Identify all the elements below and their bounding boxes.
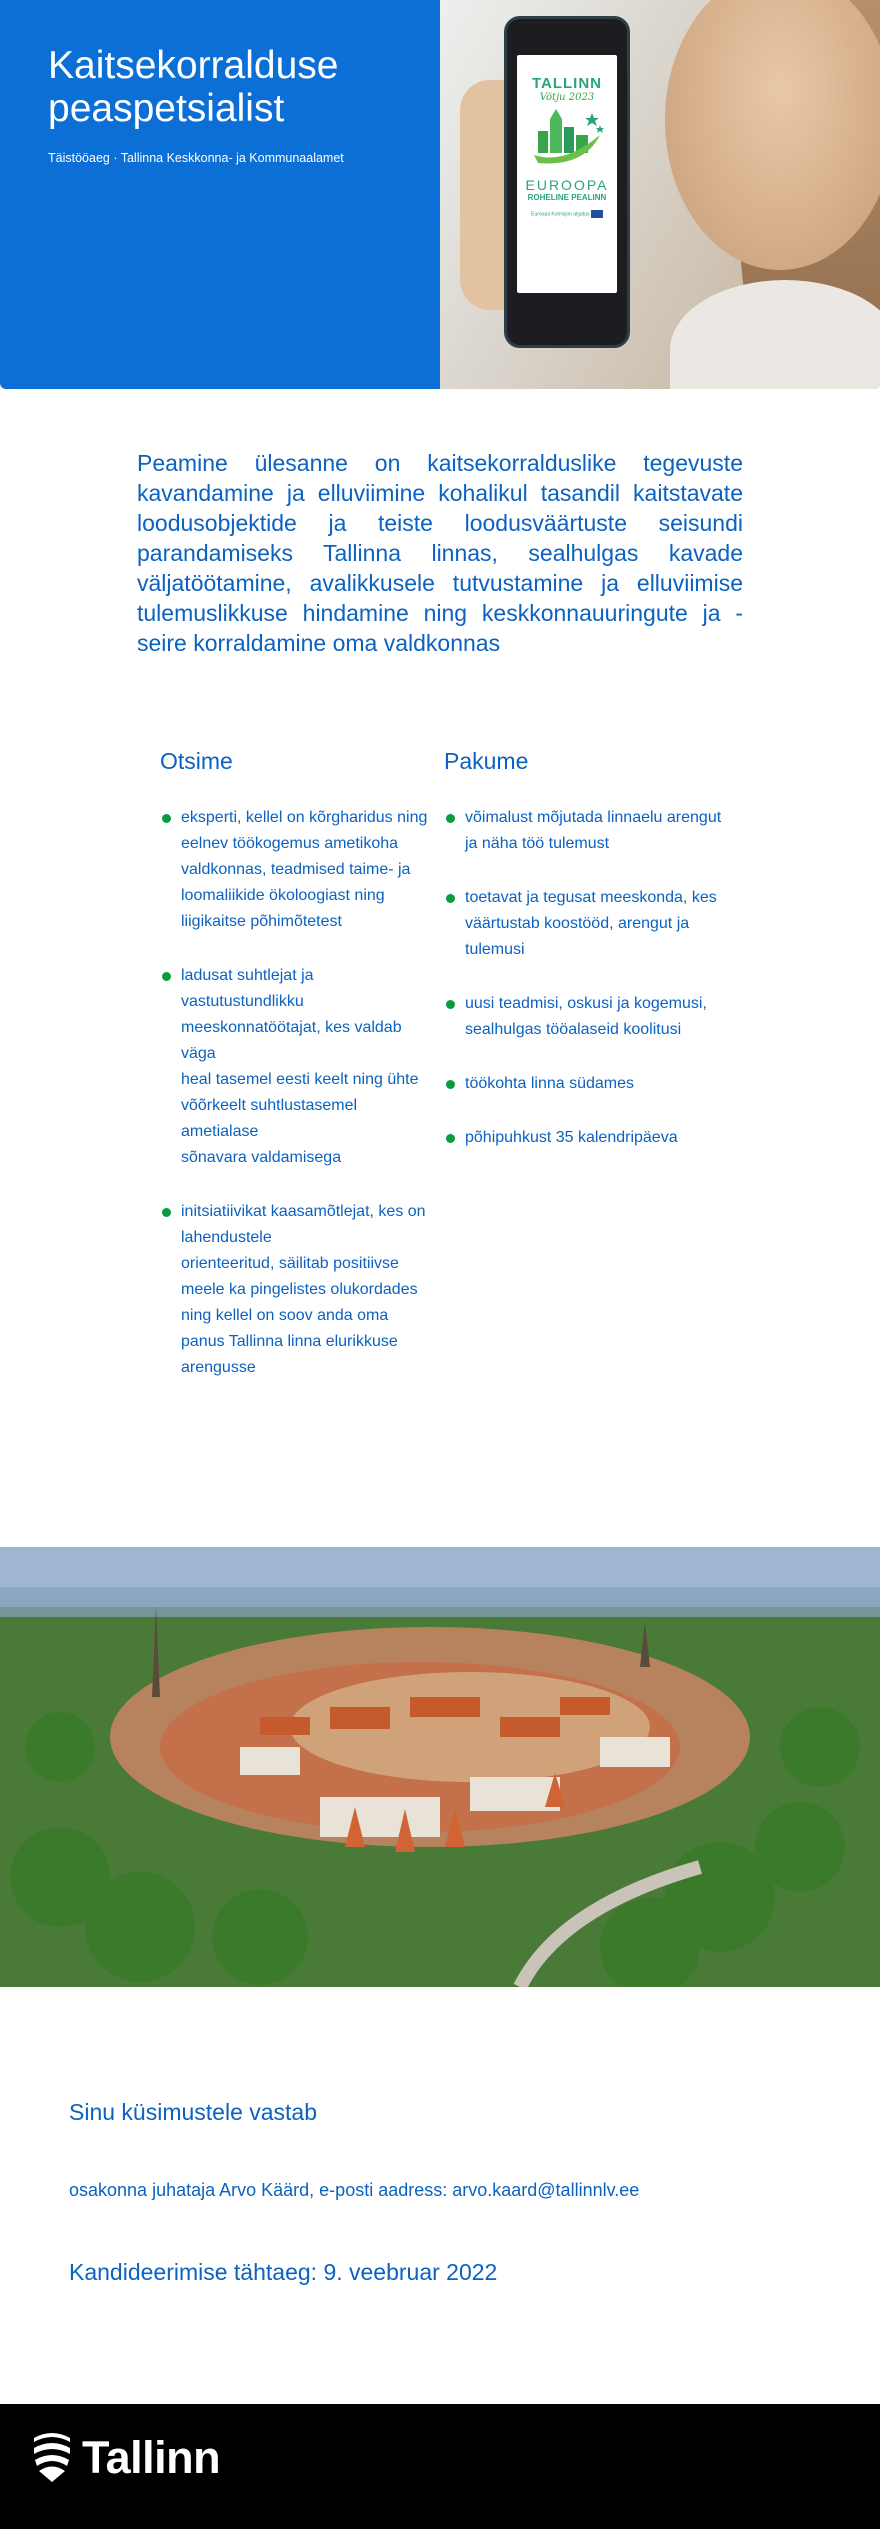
pakume-item: uusi teadmisi, oskusi ja kogemusi, sealhulgas tööalaseid koolitusi <box>444 991 734 1043</box>
green-capital-logo-icon <box>524 105 610 175</box>
otsime-title: Otsime <box>160 748 233 774</box>
pakume-item: põhipuhkust 35 kalendripäeva <box>444 1125 734 1151</box>
header-title-panel <box>0 0 440 389</box>
phone-city-text: TALLINN <box>531 75 603 92</box>
pakume-title: Pakume <box>444 748 529 774</box>
footer <box>0 2404 880 2529</box>
header-banner <box>0 0 880 389</box>
pakume-item: töökohta linna südames <box>444 1071 734 1097</box>
contact-title: Sinu küsimustele vastab <box>69 2099 318 2125</box>
photo-shoulder <box>670 280 880 389</box>
job-meta: Täistööaeg · Tallinna Keskkonna- ja Kommunaalamet <box>48 151 344 165</box>
photo-face <box>665 0 880 270</box>
pakume-list <box>444 805 734 1151</box>
header-photo-woman-with-phone <box>440 0 880 389</box>
pakume-item: toetavat ja tegusat meeskonda, kes väärtustab koostööd, arengut ja tulemusi <box>444 885 734 963</box>
phone-roheline-text: ROHELINE PEALINN <box>527 193 607 202</box>
application-deadline: Kandideerimise tähtaeg: 9. veebruar 2022 <box>69 2259 498 2285</box>
pakume-item: võimalust mõjutada linnaelu arengut ja näha töö tulemust <box>444 805 734 857</box>
phone-ec-text: Euroopa Komisjon algatus <box>531 211 590 218</box>
otsime-item: initsiatiivikat kaasamõtlejat, kes on lahendustele orienteeritud, säilitab positiivse meele ka pingelistes olukordades ning kellel on soov anda oma panus Tallinna linna elurikkuse arengusse <box>160 1199 430 1381</box>
eu-flag-icon <box>591 210 603 218</box>
pakume-section <box>444 748 734 1179</box>
aerial-illustration <box>0 1547 880 1987</box>
phone-mockup <box>504 16 630 348</box>
otsime-item: eksperti, kellel on kõrgharidus ning eelnev töökogemus ametikoha valdkonnas, teadmised taime- ja loomaliikide ökoloogiast ning liigikaitse põhimõtetest <box>160 805 430 935</box>
phone-euroopa-text: EUROOPA <box>525 177 609 193</box>
tallinn-shield-logo-icon <box>32 2430 72 2482</box>
otsime-list <box>160 805 430 1381</box>
otsime-section <box>160 748 430 1409</box>
contact-person-text: osakonna juhataja Arvo Käärd, e-posti aadress: arvo.kaard@tallinnlv.ee <box>69 2180 640 2200</box>
page-title: Kaitsekorralduse peaspetsialist <box>48 44 339 130</box>
intro-paragraph: Peamine ülesanne on kaitsekorralduslike tegevuste kavandamine ja elluviimine kohalikul tasandil kaitstavate loodusobjektide ja teiste loodusväärtuste seisundi parandamiseks Tallinna linnas, sealhulgas kavade väljatöötamine, avalikkusele tutvustamine ja elluviimise tulemuslikkuse hindamine ning keskkonnauuringute ja -seire korraldamine oma valdkonnas <box>137 450 743 656</box>
phone-ec-note <box>517 210 617 218</box>
phone-script-text: Vötju 2023 <box>539 92 595 103</box>
tallinn-old-town-aerial-photo <box>0 1547 880 1987</box>
phone-screen <box>517 55 617 293</box>
otsime-item: ladusat suhtlejat ja vastutustundlikku meeskonnatöötajat, kes valdab väga heal tasemel eesti keelt ning ühte võõrkeelt suhtlustasemel ametialase sõnavara valdamisega <box>160 963 430 1171</box>
footer-brand-text: Tallinn <box>82 2432 221 2483</box>
